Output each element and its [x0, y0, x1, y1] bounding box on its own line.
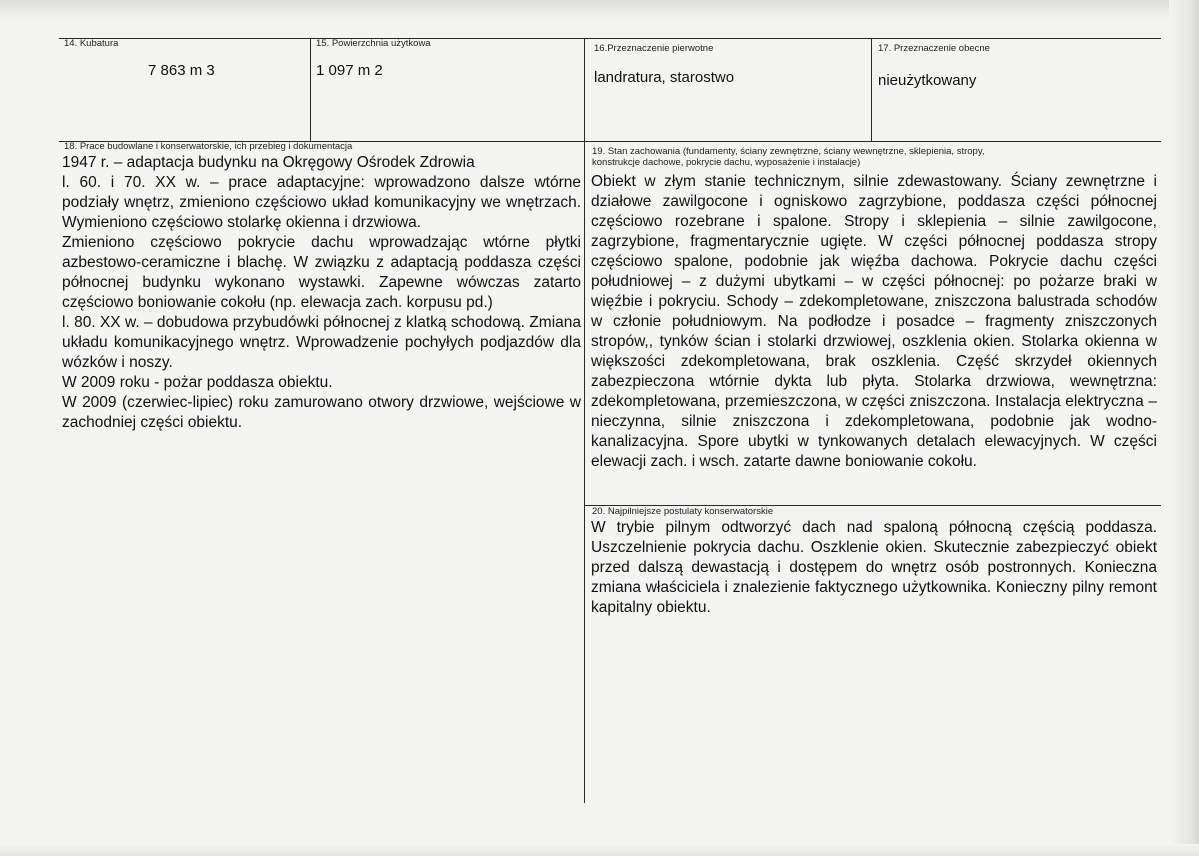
field-18-line: Zmieniono częściowo pokrycie dachu wprowadzając wtórne płytki azbestowo-ceramiczne i blachę. W związku z adaptacją poddasza części północnej budynku wykonano wystawki. Zapewne wówczas zatarto częściowo boniowanie cokołu (np. elewacja zach. korpusu pd.): [62, 234, 581, 311]
field-18-line: l. 60. i 70. XX w. – prace adaptacyjne: wprowadzono dalsze wtórne podziały wnętrz, zmieniono częściowo układ komunikacyjny we wnętrzach. Wymieniono częściowo stolarkę okienna i drzwiowa.: [62, 174, 581, 231]
field-14-value: 7 863 m 3: [148, 62, 215, 79]
field-19-label-line2: konstrukcje dachowe, pokrycie dachu, wyposażenie i instalacje): [592, 157, 861, 168]
field-19-paragraph: Obiekt w złym stanie technicznym, silnie zdewastowany. Ściany zewnętrzne i działowe zawilgocone i ogniskowo zagrzybione, poddasza części północnej częściowo rozebrane i spalone. Stropy i sklepienia – silnie zawilgocone, zagrzybione, fragmentarycznie ugięte. W części północnej poddasza stropy częściowo spalone, podobnie jak więźba dachowa. Pokrycie dachu części południowej – z dużymi ubytkami – w części północnej: po pożarze braki w więźbie i pokryciu. Schody – zdekompletowane, zniszczona balustrada schodów w członie południowym. Na podłodze i posadce – fragmenty zniszczonych stropów,, tynków ścian i stolarki drzwiowej, oszklenia okien. Stolarka okienna w większości zdekompletowana, brak oszklenia. Część skrzydeł okiennych zabezpieczona wtórnie dykta lub płyta. Stolarka drzwiowa, wewnętrzna: zdekompletowana, przemieszczona, w części zniszczona. Instalacja elektryczna – nieczynna, silnie zniszczona i zdekompletowana, podobnie jak wodno-kanalizacyjna. Spore ubytki w tynkowanych detalach elewacyjnych. W części elewacji zach. i wsch. zatarte dawne boniowanie cokołu.: [591, 173, 1157, 470]
field-18-line: W 2009 roku - pożar poddasza obiektu.: [62, 374, 333, 391]
grid-line-col2: [584, 38, 585, 803]
grid-line-top: [59, 38, 1161, 39]
field-15-value: 1 097 m 2: [316, 62, 383, 79]
field-18-text: [62, 153, 581, 433]
field-20-text: [591, 518, 1157, 618]
field-16-value: landratura, starostwo: [594, 69, 735, 86]
scan-edge-right: [1169, 0, 1199, 856]
field-20-paragraph: W trybie pilnym odtworzyć dach nad spaloną północną częścią poddasza. Uszczelnienie pokrycia dachu. Oszklenie okien. Skutecznie zabezpieczyć obiekt przed dalszą dewastacją i dostępem do wnętrz osób postronnych. Konieczna zmiana właściciela i znalezienie faktycznego użytkownika. Konieczny pilny remont kapitalny obiektu.: [591, 519, 1157, 616]
field-16-label: 16.Przeznaczenie pierwotne: [594, 43, 714, 54]
field-20-label: 20. Najpilniejsze postulaty konserwatorskie: [592, 506, 774, 517]
field-19-label-line1: 19. Stan zachowania (fundamenty, ściany zewnętrzne, ściany wewnętrzne, sklepienia, stropy,: [592, 146, 985, 157]
field-17-label: 17. Przeznaczenie obecne: [878, 43, 990, 54]
field-18-label: 18. Prace budowlane i konserwatorskie, ich przebieg i dokumentacja: [64, 141, 353, 152]
field-18-line: l. 80. XX w. – dobudowa przybudówki północnej z klatką schodową. Zmiana układu komunikacyjnego wnętrz. Wprowadzenie pochyłych podjazdów dla wózków i noszy.: [62, 314, 581, 371]
field-15-label: 15. Powierzchnia użytkowa: [316, 38, 431, 49]
field-14-label: 14. Kubatura: [64, 38, 119, 49]
scan-edge-top: [0, 0, 1199, 22]
field-18-line: 1947 r. – adaptacja budynku na Okręgowy Ośrodek Zdrowia: [62, 154, 475, 171]
grid-line-col3: [871, 38, 872, 142]
field-18-line: W 2009 (czerwiec-lipiec) roku zamurowano otwory drzwiowe, wejściowe w zachodniej części obiektu.: [62, 394, 581, 431]
field-19-text: [591, 172, 1157, 472]
grid-line-col1: [310, 38, 311, 142]
scan-edge-bottom: [0, 844, 1199, 856]
field-17-value: nieużytkowany: [878, 72, 977, 89]
